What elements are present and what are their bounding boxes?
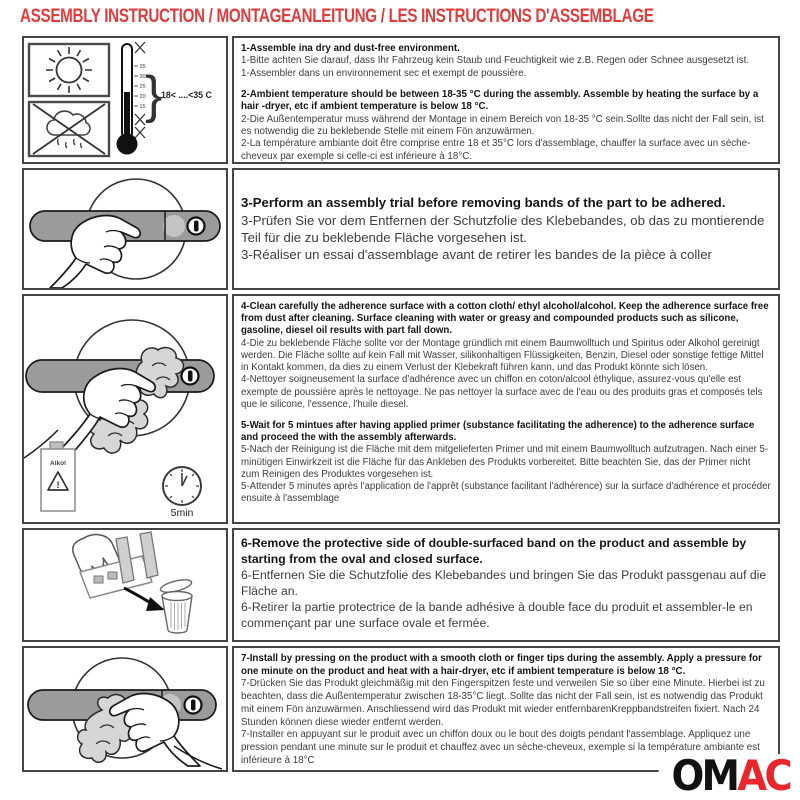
instruction-3-fr: 3-Réaliser un essai d'assemblage avant de retirer les bandes de la pièce à coller	[241, 247, 712, 263]
svg-text:30: 30	[139, 74, 146, 80]
svg-text:15: 15	[139, 104, 146, 110]
remove-band-illustration-cell	[22, 528, 228, 642]
instruction-4-fr: 4-Nettoyer soigneusement la surface d'adhérence avec un chiffon en coton/alcool éthylique, assurez-vous qu'elle est exempte de poussière après le nettoyage. Ne pas nettoyer la surface avec de l'eau ou des produits gras et composés tels que le silicone, l'essence, l'huile diesel.	[241, 374, 763, 410]
row-remove-band	[22, 528, 780, 642]
instruction-5-fr: 5-Attender 5 minutes après l'application de l'apprêt (substance facilitant l'adhérence) sur la surface d'adhérence et procéder ensuite à l'assemblage	[241, 481, 771, 505]
arrow-icon	[124, 588, 165, 611]
timer-label: 5min	[170, 507, 194, 519]
instruction-6-de: 6-Entfernen Sie die Schutzfolie des Klebebandes und bringen Sie das Produkt passgenau auf die Fläche an.	[241, 568, 767, 599]
instruction-7-en: 7-Install by pressing on the product with a smooth cloth or finger tips during the assembly. Apply a pressure for one minute on the product and heat with a hair-dryer, etc if ambient temperature is below 18 °C.	[241, 653, 762, 677]
instruction-2-en: 2-Ambient temperature should be between 18-35 °C during the assembly. Assemble by heating the surface by a hair -dryer, etc if ambient temperature is below 18 °C.	[241, 89, 759, 113]
instruction-7-fr: 7-Installer en appuyant sur le produit avec un chiffon doux ou le bout des doigts pendant l'assemblage. Appliquez une pression pendant une minute sur le produit et chauffez avec un sèche-cheveux, exemple si la température ambiante est inférieure à 18°C	[241, 729, 760, 766]
instruction-6-fr: 6-Retirer la partie protectrice de la bande adhésive à double face du produit et assembler-le en commençant par une surface ovale et fermée.	[241, 600, 753, 631]
brand-logo	[659, 751, 792, 800]
instruction-1-de: 1-Bitte achten Sie darauf, dass Ihr Fahrzeug kein Staub und Feuchtigkeit wie z.B. Regen oder Schnee ausgesetzt ist.	[241, 55, 750, 67]
thermometer-icon	[117, 42, 146, 155]
sun-icon	[29, 44, 109, 96]
instruction-5-en: 5-Wait for 5 mintues after having applied primer (substance facilitating the adherence) to the adherence surface and proceed the with the assembly afterwards.	[241, 419, 755, 444]
instruction-4-en: 4-Clean carefully the adherence surface with a cotton cloth/ ethyl alcohol/alcohol. Keep the adherence surface free from dust after cleaning. Surface cleaning with water or greasy and compounded products such as silicone, gasoline, diesel oil results with part fall down.	[241, 301, 769, 337]
no-rain-icon	[29, 102, 109, 156]
install-illustration-cell	[22, 646, 228, 772]
instruction-2-fr: 2-La température ambiante doit être comprise entre 18 et 35°C lors d'assemblage, chauffer la surface avec un sèche-cheveux par exemple si celle-ci est inférieure à 18°C.	[241, 138, 751, 162]
instruction-1-fr: 1-Assembler dans un environnement sec et exempt de poussière.	[241, 67, 527, 79]
section-gap	[241, 80, 771, 89]
instruction-7-de: 7-Drücken Sie das Produkt gleichmäßig mit den Fingerspitzen feste und verweilen Sie so über eine Minute. Hierbei ist zu beachten, dass die Außentemperatur zwischen 18-35°C liegt. Sollte das nicht der Fall sein, ist es notwendig das Produkt mit einem Fön anzuwärmen. Anschliessend wird das Produkt mit wieder entfernbarenKreppbandstreifen fixiert. Nach 24 Stunden können diese wieder entfernt werden.	[241, 678, 765, 728]
instruction-3-de: 3-Prüfen Sie vor dem Entfernen der Schutzfolie des Klebebandes, ob das zu montierende Teil für die zu beklebende Fläche vorgesehen ist.	[241, 212, 765, 245]
instruction-1-en: 1-Assemble ina dry and dust-free environment.	[241, 43, 460, 54]
brand-logo-black: OM	[671, 751, 738, 800]
svg-text:35: 35	[139, 64, 146, 70]
instruction-table	[22, 36, 780, 772]
instruction-4-de: 4-Die zu beklebende Fläche sollte vor der Montage gründlich mit einem Baumwolltuch und Spiritus oder Alkohol gereinigt werden. Die Fläche sollte auf kein Fall mit Wasser, silikonhaltigen Flüssigkeiten, Benzin, Diesel oder sonstige fettige Mittel in Kontakt kommen, da dies zu einem Verlust der Klebekraft führen kann, und das Produkt könnte sich lösen.	[241, 337, 764, 374]
trial-illustration-cell	[22, 168, 228, 290]
row-install	[22, 646, 780, 772]
alcohol-bottle-icon	[41, 442, 75, 511]
section-gap	[241, 411, 771, 420]
trash-can-icon	[159, 577, 192, 633]
text-cell-4-5	[232, 294, 780, 524]
instruction-3-en: 3-Perform an assembly trial before removing bands of the part to be adhered.	[241, 195, 726, 211]
environment-illustration	[24, 38, 226, 162]
cleaning-illustration-cell	[22, 294, 228, 524]
svg-text:25: 25	[139, 84, 146, 90]
svg-text:20: 20	[139, 94, 146, 100]
row-cleaning	[22, 294, 780, 524]
cleaning-illustration	[24, 296, 226, 522]
svg-text:Alkol: Alkol	[50, 460, 66, 467]
text-cell-6	[232, 528, 780, 642]
svg-text:!: !	[56, 480, 60, 490]
brand-logo-red: AC	[737, 751, 791, 800]
row-environment	[22, 36, 780, 164]
instruction-2-de: 2-Die Außentemperatur muss während der Montage in einem Bereich von 18-35 °C sein.Sollte das nicht der Fall sein, ist es notwendig die zu beklebende Stelle mit einem Fön anzuwärmen.	[241, 113, 764, 138]
remove-band-illustration	[24, 530, 226, 640]
temperature-range-label: 18< ....<35 C	[161, 90, 212, 100]
page-title: ASSEMBLY INSTRUCTION / MONTAGEANLEITUNG / LES INSTRUCTIONS D'ASSEMBLAGE	[20, 5, 654, 27]
text-cell-1	[232, 36, 780, 164]
instruction-5-de: 5-Nach der Reinigung ist die Fläche mit dem mitgelieferten Primer und mit einem Baumwolltuch aufzutragen. Nach einer 5-minütigen Einwirkzeit ist die Fläche für das Ankleben des Produkts vorbereitet. Bitte beachten Sie, das der Primer nicht zum Reinigen des Produktes vorgesehen ist.	[241, 444, 769, 480]
install-illustration	[24, 648, 226, 770]
timer-icon	[163, 467, 201, 519]
brace: }	[145, 66, 163, 124]
instruction-6-en: 6-Remove the protective side of double-surfaced band on the product and assemble by starting from the oval and closed surface.	[241, 536, 747, 567]
environment-illustration-cell	[22, 36, 228, 164]
door-handle-trial-illustration	[24, 170, 226, 288]
text-cell-3	[232, 168, 780, 290]
row-trial	[22, 168, 780, 290]
